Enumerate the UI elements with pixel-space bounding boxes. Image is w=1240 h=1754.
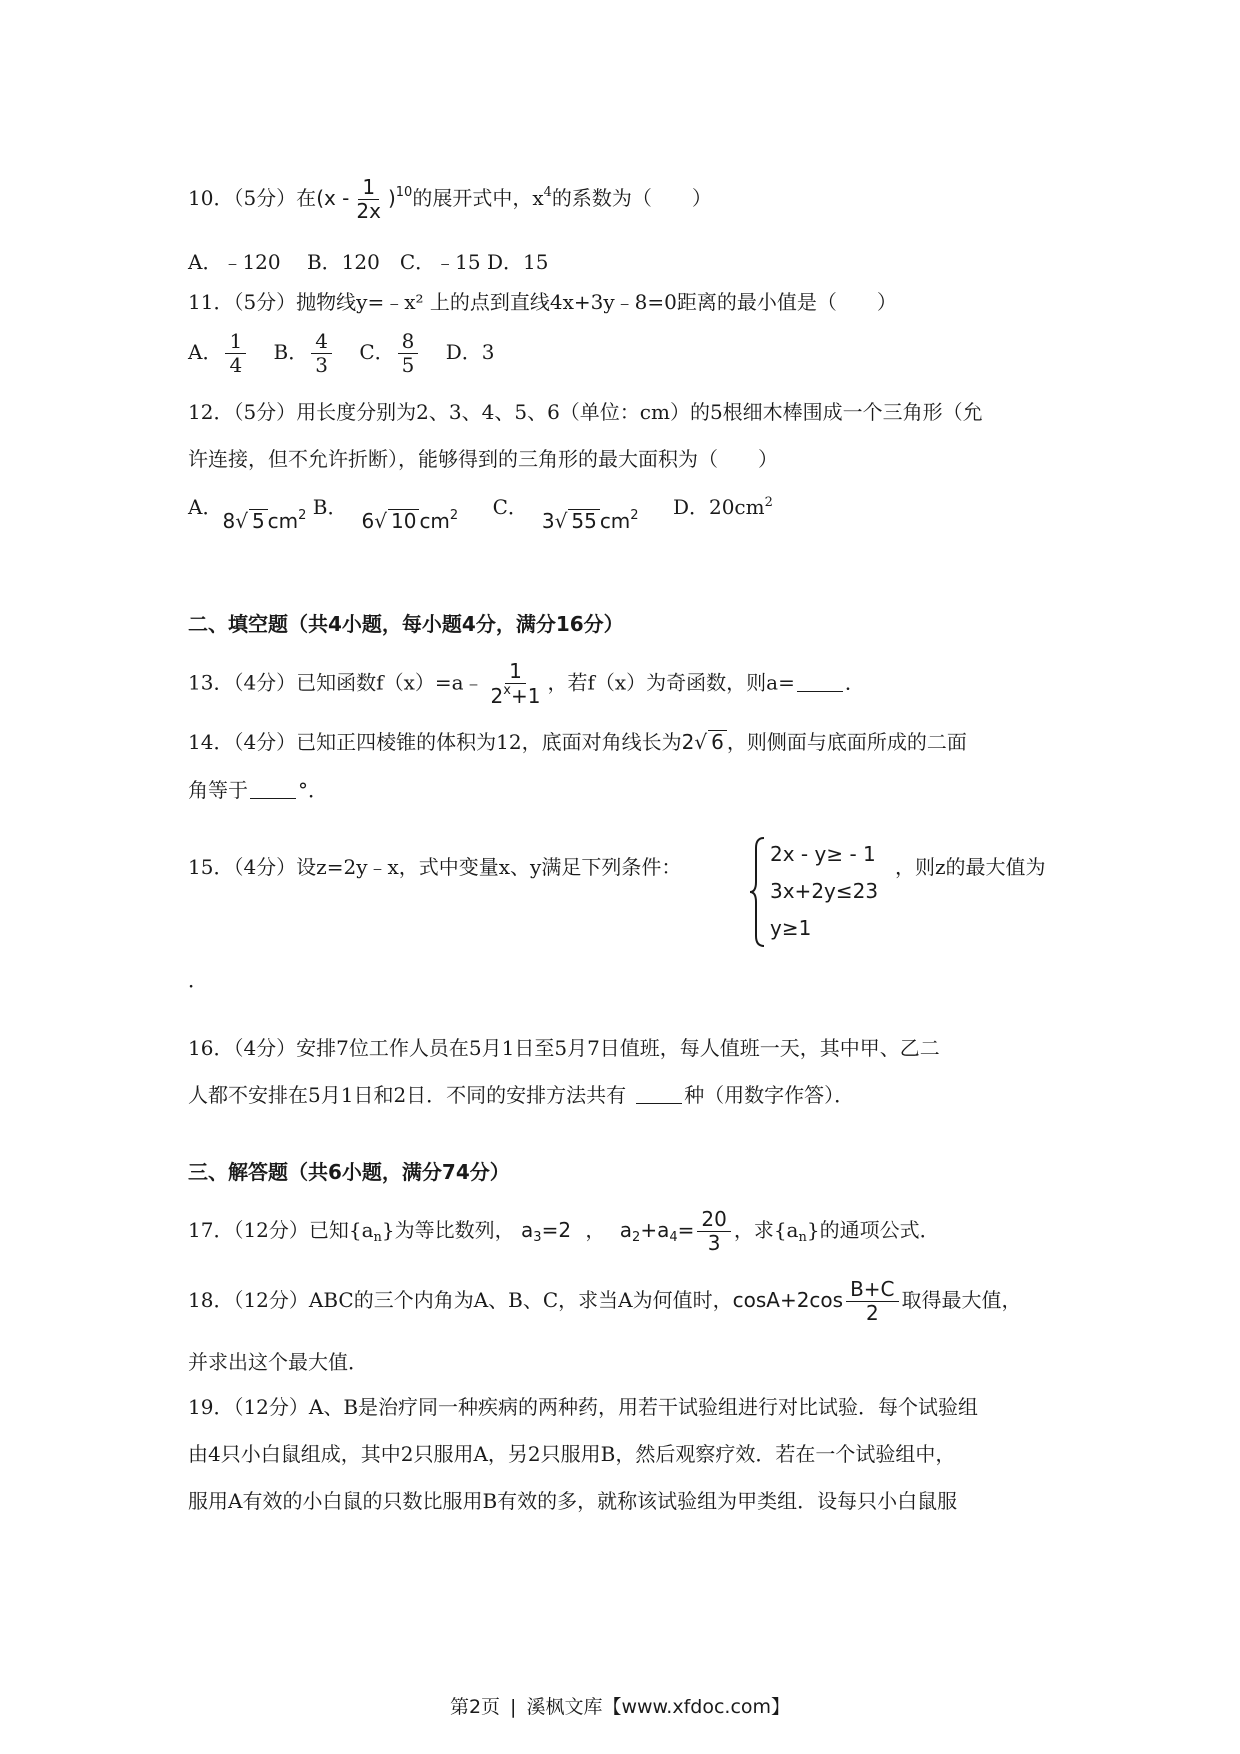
- page-footer: 第2页 | 溪枫文库【www.xfdoc.com】: [449, 1696, 791, 1718]
- q17-condition-2: $a_2+a_4=$ $\frac{20}{3}$: [620, 1218, 734, 1242]
- question-19-line1: 19．（12分）A、B是治疗同一种疾病的两种药，用若干试验组进行对比试验．每个试验组: [188, 1395, 979, 1419]
- q10-binomial: (x - $\frac{1}{2x}$ )$^{10}$: [316, 175, 413, 223]
- question-16-line1: 16．（4分）安排7位工作人员在5月1日至5月7日值班，每人值班一天，其中甲、乙二: [188, 1036, 940, 1060]
- question-15: 15．（4分）设z=2y﹣x，式中变量x、y满足下列条件：: [188, 855, 682, 879]
- section-3-heading: 三、解答题（共6小题，满分74分）: [188, 1160, 510, 1184]
- q15-dot: ．: [188, 968, 208, 992]
- q18-expression: cosA+2cos $\frac{B+C}{2}$: [733, 1288, 902, 1312]
- q15-constraint-2: 3x+2y≤23: [770, 879, 879, 903]
- question-14-line1: 14．（4分）已知正四棱锥的体积为12，底面对角线长为2√ 6 ，则侧面与底面所成的二面: [188, 730, 967, 754]
- q12-option-c-expr: 3√ 55 $cm^2$: [541, 508, 639, 533]
- question-17: 17．（12分）已知$\{a_n\}$为等比数列， $a_3=2$ ， $a_2+a_4=$ $\frac{20}{3}$ ，求$\{a_n\}$的通项公式．: [188, 1207, 940, 1255]
- page-number: 第2页: [449, 1696, 501, 1718]
- q15-tail: ，则z的最大值为: [895, 855, 1046, 879]
- q13-answer-blank[interactable]: [797, 673, 843, 692]
- q15-constraint-3: y≥1: [770, 916, 812, 940]
- question-13: 13．（4分）已知函数f（x）=a﹣ $\frac{1}{2^x+1}$ ，若f（x）为奇函数，则a= ．: [188, 659, 865, 708]
- question-16-line2: 人都不安排在5月1日和2日．不同的安排方法共有 种（用数字作答）．: [188, 1083, 855, 1107]
- q10-fraction: $\frac{1}{2x}$: [356, 175, 381, 223]
- left-brace-icon: [748, 836, 768, 948]
- q11-option-a-fraction: $\frac{1}{4}$: [225, 330, 246, 377]
- q12-options: A．8√ 5 $cm^2$ B．6√ 10 $cm^2$ C．3√ 55 $cm^2$ D．$20cm^2$: [188, 495, 773, 533]
- q11-option-c-fraction: $\frac{8}{5}$: [398, 330, 419, 377]
- question-18-line2: 并求出这个最大值．: [188, 1350, 368, 1374]
- question-11: 11．（5分）抛物线y=﹣x² 上的点到直线4x+3y﹣8=0距离的最小值是（ ）: [188, 290, 897, 314]
- q12-option-b-expr: 6√ 10 $cm^2$: [361, 508, 459, 533]
- question-12-line1: 12．（5分）用长度分别为2、3、4、5、6（单位：cm）的5根细木棒围成一个三角形（允: [188, 400, 983, 424]
- question-12-line2: 许连接，但不允许折断），能够得到的三角形的最大面积为（ ）: [188, 447, 778, 471]
- site-name[interactable]: 溪枫文库【www.xfdoc.com】: [526, 1696, 791, 1718]
- q11-option-b-fraction: $\frac{4}{3}$: [311, 330, 332, 377]
- q14-answer-blank[interactable]: [250, 780, 296, 799]
- q11-options: A． $\frac{1}{4}$ B． $\frac{4}{3}$ C． $\frac{8}{5}$ D．3: [188, 329, 495, 377]
- q10-stem: 10．（5分）在: [188, 186, 317, 210]
- q16-answer-blank[interactable]: [636, 1085, 682, 1104]
- q18-fraction: $\frac{B+C}{2}$: [846, 1278, 898, 1325]
- q10-options: A．﹣120 B．120 C．﹣15 D．15: [188, 250, 549, 274]
- question-10: 10．（5分）在(x - $\frac{1}{2x}$ )$^{10}$的展开式中，$x^4$的系数为（ ）: [188, 175, 712, 223]
- q14-radical: 2√ 6: [682, 730, 727, 754]
- question-18-line1: 18．（12分）ABC的三个内角为A、B、C，求当A为何值时，cosA+2cos $\frac{B+C}{2}$ 取得最大值，: [188, 1277, 1022, 1325]
- question-14-line2: 角等于 °．: [188, 778, 328, 802]
- q13-fraction: $\frac{1}{2^x+1}$: [490, 659, 541, 708]
- q15-constraint-1: 2x - y≥ - 1: [770, 842, 876, 866]
- question-19-line2: 由4只小白鼠组成，其中2只服用A，另2只服用B，然后观察疗效．若在一个试验组中，: [188, 1442, 956, 1466]
- q17-fraction: $\frac{20}{3}$: [697, 1208, 730, 1255]
- q17-condition-1: $a_3=2$: [521, 1218, 572, 1245]
- section-2-heading: 二、填空题（共4小题，每小题4分，满分16分）: [188, 612, 624, 636]
- q12-option-a-expr: 8√ 5 $cm^2$: [222, 508, 307, 533]
- question-19-line3: 服用A有效的小白鼠的只数比服用B有效的多，就称该试验组为甲类组．设每只小白鼠服: [188, 1489, 958, 1513]
